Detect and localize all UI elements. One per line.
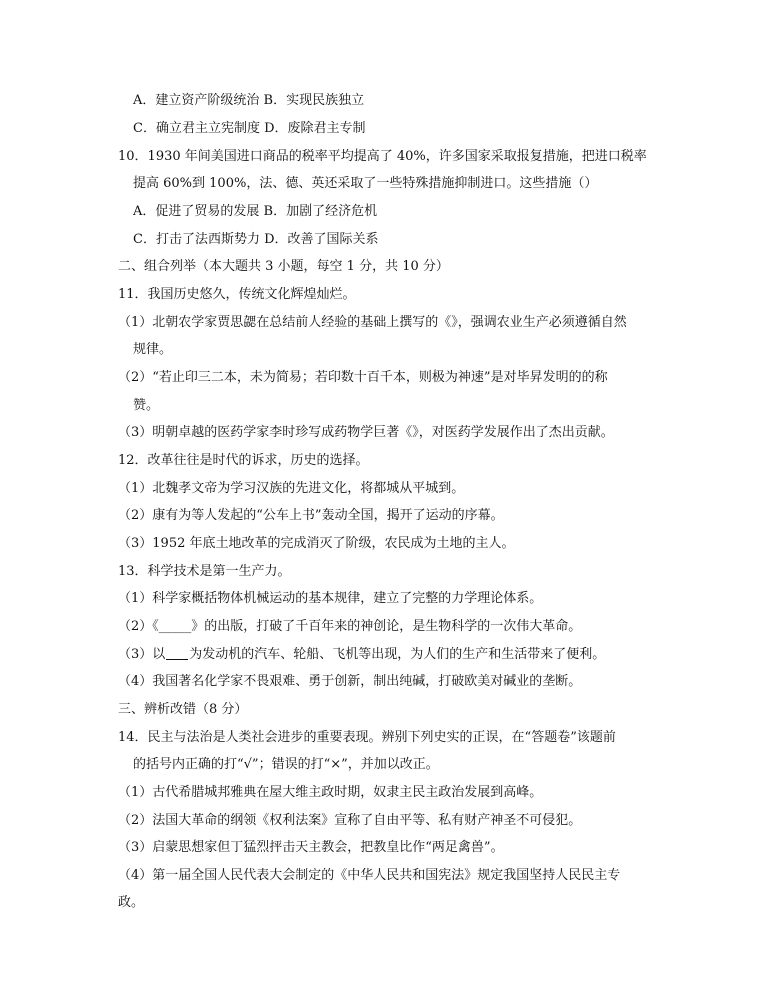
q11-item2-line2: 赞。 [133,398,160,413]
q13-item3 [118,646,605,664]
q10-stem-line2: 提高 60%到 100%，法、德、英还采取了一些特殊措施抑制进口。这些措施（） [133,176,598,191]
q14-stem-line1: 14．民主与法治是人类社会进步的重要表现。辨别下列史实的正误，在“答题卷”该题前 [118,730,616,745]
section-3-heading: 三、辨析改错（8 分） [118,702,248,717]
q10-stem-line1: 10．1930 年间美国进口商品的税率平均提高了 40%，许多国家采取报复措施，把进口税率 [118,149,647,164]
q12-item1: （1）北魏孝文帝为学习汉族的先进文化，将都城从平城到。 [118,481,465,496]
q10-options-cd: C．打击了法西斯势力 D．改善了国际关系 [133,232,379,247]
q14-item2: （2）法国大革命的纲领《权利法案》宣称了自由平等、私有财产神圣不可侵犯。 [118,813,582,828]
q14-item3: （3）启蒙思想家但丁猛烈抨击天主教会，把教皇比作“两足禽兽”。 [118,840,504,855]
q9-options-cd: C．确立君主立宪制度 D．废除君主专制 [133,121,366,136]
q10-options-ab: A．促进了贸易的发展 B．加剧了经济危机 [133,204,378,219]
q11-item2-line1: （2）“若止印三二本，未为简易；若印数十百千本，则极为神速”是对毕昇发明的的称 [118,370,608,385]
q12-item2: （2）康有为等人发起的“公车上书”轰动全国，揭开了运动的序幕。 [118,508,504,523]
q13-item3-prefix: （3）以 [118,647,166,662]
q13-item1: （1）科学家概括物体机械运动的基本规律，建立了完整的力学理论体系。 [118,591,543,606]
q11-item1-line1: （1）北朝农学家贾思勰在总结前人经验的基础上撰写的《》，强调农业生产必须遵循自然 [118,315,627,330]
q12-item3: （3）1952 年底土地改革的完成消灭了阶级，农民成为土地的主人。 [118,536,515,551]
q11-item3: （3）明朝卓越的医药学家李时珍写成药物学巨著《》，对医药学发展作出了杰出贡献。 [118,425,614,440]
q14-item4-line2: 政。 [118,895,145,910]
q9-options-ab: A．建立资产阶级统治 B．实现民族独立 [133,93,365,108]
answer-blank [166,647,188,660]
q13-item4: （4）我国著名化学家不畏艰难、勇于创新，制出纯碱，打破欧美对碱业的垄断。 [118,674,582,689]
section-2-heading: 二、组合列举（本大题共 3 小题，每空 1 分，共 10 分） [118,259,449,274]
q14-item4-line1: （4）第一届全国人民代表大会制定的《中华人民共和国宪法》规定我国坚持人民民主专 [118,868,621,883]
q13-stem: 13．科学技术是第一生产力。 [118,564,291,579]
q11-item1-line2: 规律。 [133,342,173,357]
q13-item3-suffix: 为发动机的汽车、轮船、飞机等出现，为人们的生产和生活带来了便利。 [189,647,606,662]
q12-stem: 12．改革往往是时代的诉求，历史的选择。 [118,453,369,468]
q14-stem-line2: 的括号内正确的打“√”；错误的打“×”，并加以改正。 [133,757,439,772]
q13-item2: （2）《_____》的出版，打破了千百年来的神创论，是生物科学的一次伟大革命。 [118,619,582,634]
q11-stem: 11．我国历史悠久，传统文化辉煌灿烂。 [118,287,356,302]
q14-item1: （1）古代希腊城邦雅典在屋大维主政时期，奴隶主民主政治发展到高峰。 [118,785,543,800]
